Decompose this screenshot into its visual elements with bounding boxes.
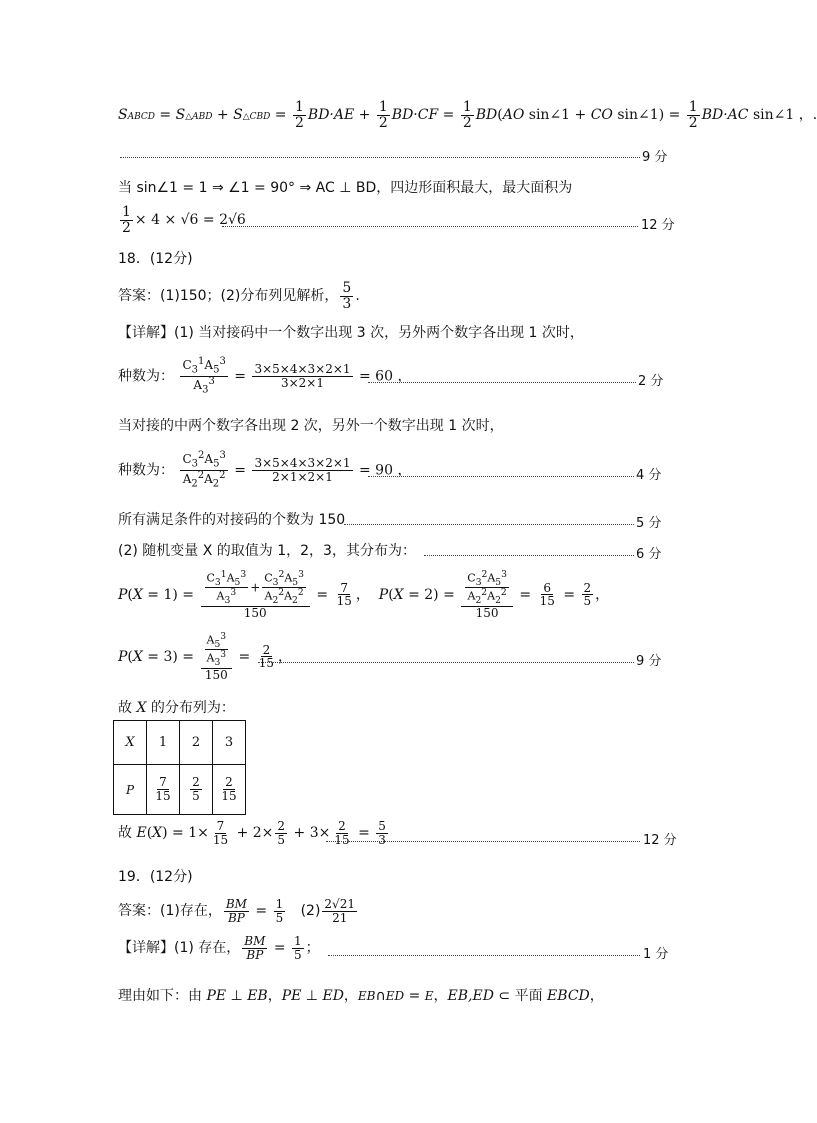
leader-dots	[368, 476, 634, 477]
score-label: 4 分	[636, 468, 662, 483]
leader-dots	[368, 382, 636, 383]
score-label: 9 分	[636, 654, 662, 669]
table-row	[114, 765, 246, 815]
area-formula-line: SABCD = S△ABD + S△CBD = $\frac{1}{2}$ BD·AE + $\frac{1}{2}$ BD·CF = $\frac{1}{2}$ BD(AO sin∠1 + CO sin∠1) = $\frac{1}{2}$ BD·AC sin∠1 ，.	[118, 99, 817, 131]
table-cell: $\frac{7}{15}$	[147, 765, 180, 815]
score-label: 2 分	[638, 374, 664, 389]
count1-line: 种数为： $\frac{C_3^1A_5^3}{A_3^3}$ = $\frac{3\times 5\times 4\times 3\times 2\times 1}{3\times 2\times 1}$ = 60 ，	[118, 356, 412, 396]
table-header-cell: 3	[213, 721, 246, 765]
q18-answer: 答案：(1)150；(2)分布列见解析， $\frac{5}{3}$ .	[118, 280, 360, 312]
table-header-cell: 1	[147, 721, 180, 765]
q18-detail-1: 【详解】(1) 当对接码中一个数字出现 3 次，另外两个数字各出现 1 次时，	[118, 325, 584, 341]
table-cell: $\frac{2}{5}$	[180, 765, 213, 815]
leader-dots	[424, 555, 634, 556]
leader-dots	[258, 662, 634, 663]
q19-detail: 【详解】(1) 存在， $\frac{BM}{BP}$ = $\frac{1}{5}$ ；	[118, 934, 320, 962]
dist-label: 故 X 的分布列为：	[118, 700, 235, 716]
expectation-line: 故 E(X) = 1× $\frac{7}{15}$ + 2× $\frac{2}{5}$ + 3× $\frac{2}{15}$ = $\frac{5}{3}$	[118, 819, 386, 847]
max-area-statement: 当 sin∠1 = 1 ⇒ ∠1 = 90° ⇒ AC ⊥ BD，四边形面积最大，最大面积为	[118, 180, 573, 196]
leader-dots	[222, 226, 638, 227]
leader-dots	[328, 955, 640, 956]
score-label: 9 分	[642, 150, 668, 165]
part2-statement: (2) 随机变量 X 的取值为 1，2，3，其分布为：	[118, 543, 416, 559]
score-label: 1 分	[643, 947, 669, 962]
prob-x3-line: P(X = 3) = $\frac{\frac{A_5^3}{A_3^3}}{150}$ = $\frac{2}{15}$ ，	[118, 631, 293, 682]
leader-dots	[344, 524, 634, 525]
table-row-label-p: P	[114, 765, 147, 815]
leader-dots	[120, 157, 640, 158]
leader-dots	[326, 841, 640, 842]
q19-heading: 19．(12分)	[118, 869, 193, 885]
score-label: 12 分	[643, 833, 677, 848]
q19-reason: 理由如下：由 PE ⊥ EB，PE ⊥ ED，EB∩ED = E，EB,ED ⊂ 平面 EBCD，	[118, 988, 604, 1004]
prob-x1-x2-line: P(X = 1) = $\frac{C_3^1A_5^3}{A_3^3}$ + $\frac{C_3^2A_5^3}{A_2^2A_2^2}$ 150 = $\frac{7}{15}$ ， P(X = 2) = $\frac{\frac{C_3^2A_5^3}{A_2^2A_2^2}}{150}$ = $\frac{6}{15}$ = $\frac{2}{5}$ ，	[118, 569, 610, 620]
q18-detail-2: 当对接的中两个数字各出现 2 次，另外一个数字出现 1 次时，	[118, 418, 504, 434]
table-row	[114, 721, 246, 765]
max-area-formula: $\frac{1}{2}$ × 4 × √6 = 2√6	[122, 204, 246, 236]
count2-line: 种数为： $\frac{C_3^2A_5^3}{A_2^2A_2^2}$ = $\frac{3\times 5\times 4\times 3\times 2\times 1}{2\times 1\times 2\times 1}$ = 90 ，	[118, 450, 412, 490]
score-label: 6 分	[636, 547, 662, 562]
distribution-table	[113, 720, 246, 815]
total-count: 所有满足条件的对接码的个数为 150	[118, 512, 346, 528]
table-header-cell: 2	[180, 721, 213, 765]
score-label: 12 分	[641, 218, 675, 233]
table-header-x: X	[114, 721, 147, 765]
score-label: 5 分	[636, 516, 662, 531]
table-cell: $\frac{2}{15}$	[213, 765, 246, 815]
q19-answer: 答案：(1)存在， $\frac{BM}{BP}$ = $\frac{1}{5}$ (2) $\frac{2√21}{21}$	[118, 897, 355, 925]
q18-heading: 18．(12分)	[118, 251, 193, 267]
